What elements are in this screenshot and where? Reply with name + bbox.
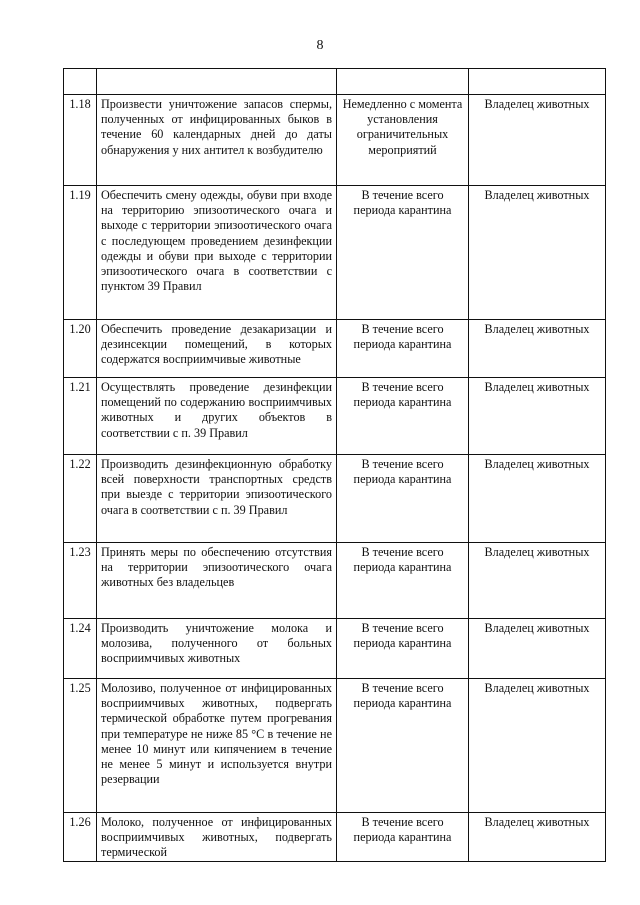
row-number: 1.23 xyxy=(64,543,97,619)
table-row xyxy=(64,186,606,320)
header-cell-action xyxy=(97,69,337,95)
row-action: Принять меры по обеспечению отсутствия на территории эпизоотического очага животных без владельцев xyxy=(97,543,337,619)
row-term: В течение всего периода карантина xyxy=(337,455,469,543)
row-action: Молоко, полученное от инфицированных восприимчивых животных, подвергать термической xyxy=(97,813,337,862)
row-term: Немедленно с момента установления ограничительных мероприятий xyxy=(337,95,469,186)
row-term: В течение всего периода карантина xyxy=(337,186,469,320)
row-action: Молозиво, полученное от инфицированных восприимчивых животных, подвергать термической обработке путем прогревания при температуре не ниже 85 °С в течение не менее 10 минут или кипячением в течение не менее 5 минут и используется внутри резервации xyxy=(97,679,337,813)
row-action: Обеспечить смену одежды, обуви при входе на территорию эпизоотического очага и выходе с территории эпизоотического очага с последующем проведением дезинфекции одежды и обуви при выходе с территории эпизоотического очага в соответствии с пунктом 39 Правил xyxy=(97,186,337,320)
row-number: 1.19 xyxy=(64,186,97,320)
row-action: Производить уничтожение молока и молозива, полученного от больных восприимчивых животных xyxy=(97,619,337,679)
header-cell-term xyxy=(337,69,469,95)
row-term: В течение всего периода карантина xyxy=(337,378,469,455)
header-cell-num xyxy=(64,69,97,95)
row-term: В течение всего периода карантина xyxy=(337,813,469,862)
row-responsible: Владелец животных xyxy=(469,95,606,186)
table-row xyxy=(64,95,606,186)
row-term: В течение всего периода карантина xyxy=(337,543,469,619)
table-row xyxy=(64,619,606,679)
row-action: Производить дезинфекционную обработку всей поверхности транспортных средств при выезде с территории эпизоотического очага в соответствии с п. 39 Правил xyxy=(97,455,337,543)
row-action: Осуществлять проведение дезинфекции помещений по содержанию восприимчивых животных и других объектов в соответствии с п. 39 Правил xyxy=(97,378,337,455)
row-responsible: Владелец животных xyxy=(469,619,606,679)
table-row xyxy=(64,813,606,862)
row-number: 1.20 xyxy=(64,320,97,378)
table-row xyxy=(64,378,606,455)
table-row xyxy=(64,455,606,543)
row-number: 1.22 xyxy=(64,455,97,543)
row-responsible: Владелец животных xyxy=(469,813,606,862)
row-number: 1.25 xyxy=(64,679,97,813)
row-responsible: Владелец животных xyxy=(469,679,606,813)
table-row xyxy=(64,679,606,813)
row-number: 1.21 xyxy=(64,378,97,455)
row-responsible: Владелец животных xyxy=(469,320,606,378)
row-responsible: Владелец животных xyxy=(469,186,606,320)
row-term: В течение всего периода карантина xyxy=(337,619,469,679)
page-number: 8 xyxy=(316,38,324,53)
row-number: 1.18 xyxy=(64,95,97,186)
header-cell-responsible xyxy=(469,69,606,95)
row-responsible: Владелец животных xyxy=(469,378,606,455)
row-responsible: Владелец животных xyxy=(469,543,606,619)
row-number: 1.26 xyxy=(64,813,97,862)
table-row xyxy=(64,543,606,619)
row-responsible: Владелец животных xyxy=(469,455,606,543)
row-number: 1.24 xyxy=(64,619,97,679)
row-term: В течение всего периода карантина xyxy=(337,679,469,813)
row-term: В течение всего периода карантина xyxy=(337,320,469,378)
table-row xyxy=(64,320,606,378)
row-action: Обеспечить проведение дезакаризации и дезинсекции помещений, в которых содержатся восприимчивые животные xyxy=(97,320,337,378)
measures-table xyxy=(63,68,606,862)
row-action: Произвести уничтожение запасов спермы, полученных от инфицированных быков в течение 60 календарных дней до даты обнаружения у них антител к возбудителю xyxy=(97,95,337,186)
header-row xyxy=(64,69,606,95)
